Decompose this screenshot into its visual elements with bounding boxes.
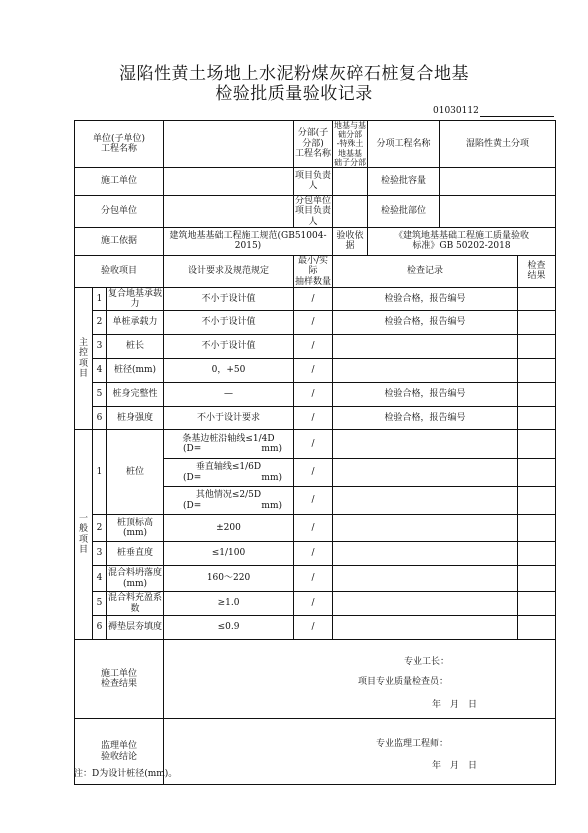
diameter-unit: mm)	[261, 500, 282, 511]
item-no: 2	[93, 515, 107, 542]
item-name: 桩位	[107, 430, 164, 515]
contractor-label: 施工单位	[75, 167, 164, 195]
diameter-unit: mm)	[261, 472, 282, 483]
position-requirement	[164, 459, 294, 487]
item-sample[interactable]: /	[294, 288, 333, 311]
form-title-line2: 检验批质量验收记录	[215, 84, 373, 104]
item-name: 桩身完整性	[107, 383, 164, 407]
diameter-label: (D=	[183, 444, 202, 454]
item-sample[interactable]: /	[294, 542, 333, 566]
item-record[interactable]	[333, 616, 518, 640]
requirement-text: 垂直轴线≤1/6D	[195, 462, 262, 473]
construction-basis-value[interactable]: 建筑地基基础工程施工规范(GB51004-2015)	[164, 227, 333, 255]
item-no: 3	[93, 542, 107, 566]
diameter-label: (D=	[183, 500, 202, 511]
item-result[interactable]	[518, 616, 556, 640]
batch-capacity-value[interactable]	[440, 167, 556, 195]
main-item-row	[75, 288, 556, 311]
item-no: 3	[93, 335, 107, 359]
sub-project-manager-value[interactable]	[333, 195, 368, 227]
general-item-row	[75, 542, 556, 566]
column-item: 验收项目	[75, 255, 164, 287]
acceptance-basis-label: 验收依据	[333, 227, 368, 255]
item-name: 混合料坍落度 (mm)	[107, 566, 164, 592]
item-no: 1	[93, 288, 107, 311]
item-name: 单桩承载力	[107, 311, 164, 335]
item-no: 5	[93, 383, 107, 407]
contractor-check-row	[75, 640, 556, 719]
main-item-row	[75, 383, 556, 407]
requirement-text: 其他情况≤2/5D	[195, 490, 262, 501]
item-record[interactable]	[333, 592, 518, 616]
supervisor-date-label: 年 月 日	[432, 761, 478, 771]
item-no: 4	[93, 359, 107, 383]
project-manager-value[interactable]	[333, 167, 368, 195]
item-no: 1	[93, 430, 107, 515]
item-no: 2	[93, 311, 107, 335]
batch-location-label: 检验批部位	[368, 195, 440, 227]
item-record[interactable]	[333, 430, 518, 459]
column-sample: 最小/实际 抽样数量	[295, 255, 332, 287]
item-result[interactable]	[518, 487, 556, 515]
contractor-check-label: 施工单位 检查结果	[75, 640, 164, 719]
item-record[interactable]	[333, 487, 518, 515]
item-requirement: ≥1.0	[164, 592, 294, 616]
item-requirement: 0，+50	[164, 359, 294, 383]
subitem-name-label: 分项工程名称	[368, 121, 440, 168]
item-requirement: 不小于设计要求	[164, 407, 294, 430]
item-sample[interactable]: /	[294, 335, 333, 359]
main-item-row	[75, 359, 556, 383]
header-row-contractor	[75, 167, 556, 195]
general-item-row	[75, 616, 556, 640]
item-name: 桩垂直度	[107, 542, 164, 566]
subcontractor-label: 分包单位	[75, 195, 164, 227]
requirement-text: 条基边桩沿轴线≤1/4D	[182, 433, 275, 444]
item-result[interactable]	[518, 542, 556, 566]
inspection-record-table	[74, 120, 556, 785]
item-result[interactable]	[518, 515, 556, 542]
batch-location-value[interactable]	[440, 195, 556, 227]
item-record[interactable]: 检验合格，报告编号	[333, 383, 518, 407]
diameter-label: (D=	[183, 472, 202, 483]
supervising-engineer-signature-label: 专业监理工程师：	[376, 739, 449, 749]
item-record[interactable]	[333, 566, 518, 592]
header-row-basis	[75, 227, 556, 255]
item-result[interactable]	[518, 311, 556, 335]
supervisor-check-area[interactable]	[164, 719, 556, 785]
document-number: 01030112	[433, 106, 479, 116]
item-result[interactable]	[518, 430, 556, 459]
main-item-row	[75, 311, 556, 335]
item-sample[interactable]: /	[294, 383, 333, 407]
column-result: 检查 结果	[518, 255, 556, 287]
item-record[interactable]	[333, 359, 518, 383]
subitem-name-value[interactable]: 湿陷性黄土分项	[440, 121, 556, 168]
item-result[interactable]	[518, 288, 556, 311]
general-group-label: 一 般 项 目	[75, 430, 93, 640]
item-result[interactable]	[518, 407, 556, 430]
contractor-value[interactable]	[164, 167, 294, 195]
item-name: 桩长	[107, 335, 164, 359]
general-item-row	[75, 515, 556, 542]
item-no: 6	[93, 616, 107, 640]
item-result[interactable]	[518, 566, 556, 592]
division-name-value[interactable]: 地基与基础分部 -特殊土地基基 础子分部	[334, 121, 366, 167]
general-position-row	[75, 430, 556, 459]
unit-name-value[interactable]	[164, 121, 294, 168]
document-number-underline	[480, 116, 554, 117]
item-result[interactable]	[518, 335, 556, 359]
item-sample[interactable]: /	[294, 407, 333, 430]
item-sample[interactable]: /	[294, 566, 333, 592]
item-result[interactable]	[518, 592, 556, 616]
footnote: 注：D为设计桩径(mm)。	[74, 769, 178, 779]
contractor-date-label: 年 月 日	[432, 700, 478, 710]
item-name: 桩身强度	[107, 407, 164, 430]
item-name: 桩径(mm)	[107, 359, 164, 383]
general-item-row	[75, 566, 556, 592]
column-design: 设计要求及规范规定	[164, 255, 294, 287]
item-no: 5	[93, 592, 107, 616]
form-title-line1: 湿陷性黄土场地上水泥粉煤灰碎石桩复合地基	[119, 64, 469, 84]
item-no: 6	[93, 407, 107, 430]
item-record[interactable]	[333, 459, 518, 487]
general-item-row	[75, 592, 556, 616]
batch-capacity-label: 检验批容量	[368, 167, 440, 195]
item-requirement: —	[164, 383, 294, 407]
main-item-row	[75, 407, 556, 430]
acceptance-basis-value[interactable]: 《建筑地基基础工程施工质量验收 标准》GB 50202-2018	[368, 227, 556, 255]
item-sample[interactable]: /	[294, 592, 333, 616]
item-requirement: ±200	[164, 515, 294, 542]
supervisor-check-label: 监理单位 验收结论	[75, 719, 164, 785]
construction-basis-label: 施工依据	[75, 227, 164, 255]
item-name: 复合地基承载力	[108, 288, 163, 309]
item-sample[interactable]: /	[294, 515, 333, 542]
header-row-subcontractor	[75, 195, 556, 227]
item-requirement: 160～220	[164, 566, 294, 592]
item-record[interactable]: 检验合格，报告编号	[333, 311, 518, 335]
item-requirement: ≤1/100	[164, 542, 294, 566]
item-sample[interactable]: /	[294, 459, 333, 487]
item-result[interactable]	[518, 459, 556, 487]
item-name: 混合料充盈系数	[108, 593, 163, 614]
item-requirement: 不小于设计值	[164, 288, 294, 311]
item-sample[interactable]: /	[294, 487, 333, 515]
column-record: 检查记录	[333, 255, 518, 287]
column-header-row	[75, 255, 556, 287]
header-row-unit	[75, 121, 556, 168]
item-name: 褥垫层夯填度	[107, 616, 164, 640]
subcontractor-value[interactable]	[164, 195, 294, 227]
position-requirement	[164, 430, 294, 459]
unit-name-label: 单位(子单位) 工程名称	[75, 121, 164, 168]
item-sample[interactable]: /	[294, 430, 333, 459]
item-result[interactable]	[518, 359, 556, 383]
position-requirement	[164, 487, 294, 515]
item-record[interactable]	[333, 335, 518, 359]
item-no: 4	[93, 566, 107, 592]
main-item-row	[75, 335, 556, 359]
diameter-unit: mm)	[261, 444, 282, 454]
item-name: 桩顶标高 (mm)	[107, 515, 164, 542]
item-requirement: ≤0.9	[164, 616, 294, 640]
main-control-group-label: 主 控 项 目	[75, 288, 93, 430]
sub-project-manager-label: 分包单位 项目负责人	[295, 195, 332, 227]
quality-inspector-signature-label: 项目专业质量检查员：	[358, 677, 449, 687]
contractor-check-area[interactable]	[164, 640, 556, 719]
item-record[interactable]: 检验合格，报告编号	[333, 407, 518, 430]
item-sample[interactable]: /	[294, 359, 333, 383]
item-record[interactable]	[333, 542, 518, 566]
item-record[interactable]	[333, 515, 518, 542]
item-sample[interactable]: /	[294, 311, 333, 335]
foreman-signature-label: 专业工长：	[404, 657, 450, 667]
item-result[interactable]	[518, 383, 556, 407]
item-sample[interactable]: /	[294, 616, 333, 640]
item-requirement: 不小于设计值	[164, 311, 294, 335]
project-manager-label: 项目负责人	[294, 167, 333, 195]
division-name-label: 分部(子分部) 工程名称	[294, 121, 333, 168]
item-requirement: 不小于设计值	[164, 335, 294, 359]
item-record[interactable]: 检验合格，报告编号	[333, 288, 518, 311]
